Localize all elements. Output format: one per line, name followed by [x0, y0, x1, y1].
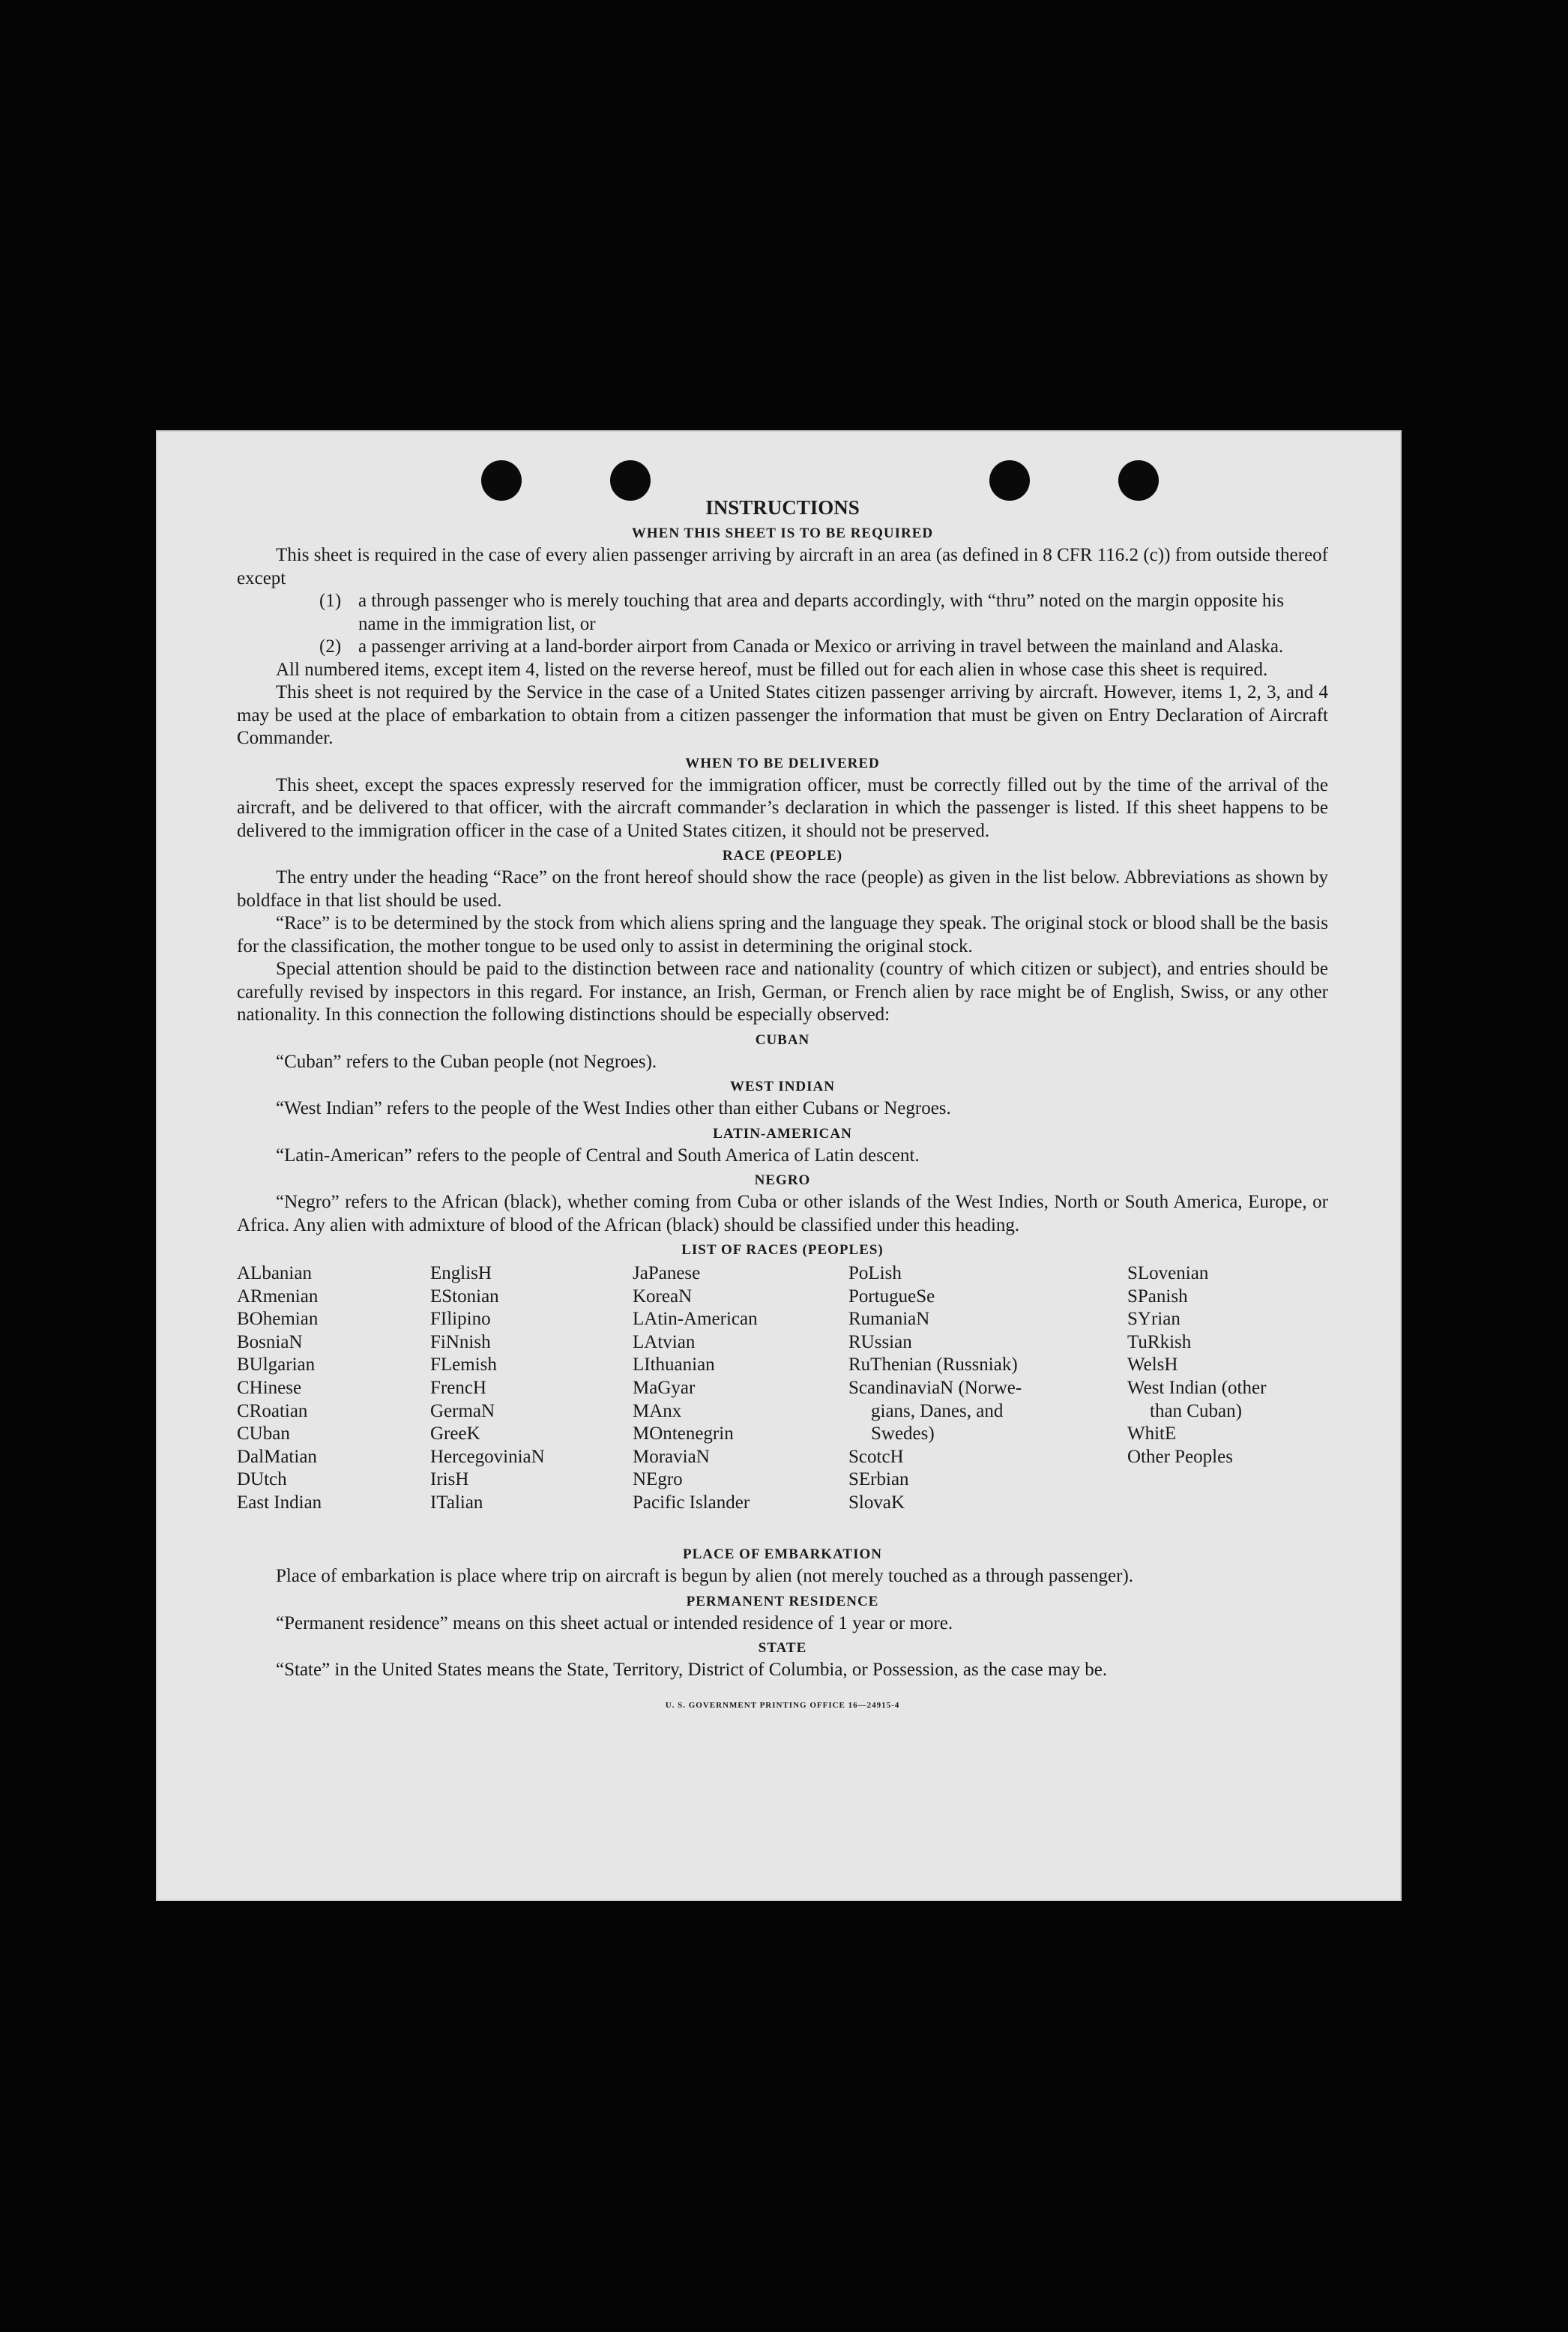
race-entry: PortugueSe	[848, 1286, 935, 1307]
race-entry: BosniaN	[237, 1331, 303, 1352]
race-entry: LAtin-American	[633, 1309, 758, 1330]
section-heading-embarkation: PLACE OF EMBARKATION	[683, 1546, 882, 1562]
race-entry: GreeK	[430, 1423, 480, 1444]
paragraph-latin-american: “Latin-American” refers to the people of Central and South America of Latin descent.	[276, 1145, 920, 1166]
race-entry: CUban	[237, 1423, 290, 1444]
race-entry: RumaniaN	[848, 1309, 930, 1330]
race-entry: CRoatian	[237, 1400, 308, 1421]
race-entry: PoLish	[848, 1263, 902, 1283]
section-heading-list-of-races: LIST OF RACES (PEOPLES)	[681, 1242, 884, 1258]
race-entry: Swedes)	[871, 1423, 935, 1444]
race-entry: FrencH	[430, 1377, 486, 1398]
section-heading-latin-american: LATIN-AMERICAN	[713, 1125, 852, 1142]
race-entry: than Cuban)	[1150, 1400, 1242, 1421]
race-entry: BOhemian	[237, 1309, 319, 1330]
page-title: INSTRUCTIONS	[705, 496, 860, 519]
race-entry: SlovaK	[848, 1492, 905, 1513]
document-sheet	[156, 430, 1402, 1901]
section-heading-residence: PERMANENT RESIDENCE	[686, 1593, 879, 1609]
race-entry: gians, Danes, and	[871, 1400, 1004, 1421]
race-entry: MOntenegrin	[633, 1423, 734, 1444]
item-text: a through passenger who is merely touching that area and departs accordingly, with “thru” noted on the margin opposite his name in the immigration list, or	[358, 591, 1285, 634]
race-entry: DalMatian	[237, 1446, 317, 1467]
race-entry: IrisH	[430, 1469, 469, 1490]
item-text: a passenger arriving at a land-border airport from Canada or Mexico or arriving in travel between the mainland and Alaska.	[358, 636, 1284, 657]
item-number: (2)	[319, 636, 342, 657]
race-entry: SYrian	[1127, 1309, 1180, 1330]
section-heading-race: RACE (PEOPLE)	[722, 848, 843, 864]
races-column	[848, 1262, 1022, 1515]
printing-office-footer: U. S. GOVERNMENT PRINTING OFFICE 16—24915-4	[665, 1700, 900, 1710]
paragraph-embarkation: Place of embarkation is place where trip on aircraft is begun by alien (not merely touched as a through passenger).	[276, 1566, 1134, 1586]
race-entry: SLovenian	[1127, 1263, 1209, 1283]
race-entry: WhitE	[1127, 1423, 1177, 1444]
item-number: (1)	[319, 591, 342, 611]
paragraph-delivery: This sheet, except the spaces expressly reserved for the immigration officer, must be correctly filled out by the time of the arrival of the aircraft, and be delivered to that officer, with the aircraft commander’s declaration in which the passenger is listed. If this sheet happens to be delivered to the immigration officer in the case of a United States citizen, it should not be preserved.	[237, 774, 1328, 841]
paragraph-race-entry: The entry under the heading “Race” on the front hereof should show the race (people) as given in the list below. Abbreviations as shown by boldface in that list should be used.	[237, 867, 1328, 911]
paragraph-negro: “Negro” refers to the African (black), whether coming from Cuba or other islands of the West Indies, North or South America, Europe, or Africa. Any alien with admixture of blood of the African (black) should be classified under this heading.	[237, 1192, 1328, 1235]
race-entry: MaGyar	[633, 1377, 696, 1398]
paragraph-required-intro: This sheet is required in the case of every alien passenger arriving by aircraft in an area (as defined in 8 CFR 116.2 (c)) from outside thereof except	[237, 545, 1328, 588]
race-entry: KoreaN	[633, 1286, 693, 1307]
paragraph-state: “State” in the United States means the State, Territory, District of Columbia, or Possession, as the case may be.	[276, 1660, 1108, 1680]
section-heading-when-required: WHEN THIS SHEET IS TO BE REQUIRED	[631, 525, 934, 541]
race-entry: ScandinaviaN (Norwe-	[848, 1377, 1022, 1398]
paragraph-residence: “Permanent residence” means on this sheet actual or intended residence of 1 year or more.	[276, 1612, 953, 1633]
exception-item	[237, 590, 1328, 636]
paragraph-race-definition: “Race” is to be determined by the stock from which aliens spring and the language they speak. The original stock or blood shall be the basis for the classification, the mother tongue to be used only to assist in determining the original stock.	[237, 913, 1328, 956]
race-entry: HercegoviniaN	[430, 1446, 545, 1467]
race-entry: ALbanian	[237, 1263, 312, 1283]
race-entry: BUlgarian	[237, 1355, 316, 1376]
race-entry: ARmenian	[237, 1286, 319, 1307]
race-entry: MAnx	[633, 1400, 682, 1421]
race-entry: Other Peoples	[1127, 1446, 1233, 1467]
race-entry: FLemish	[430, 1355, 497, 1376]
exception-item	[237, 636, 1328, 659]
paragraph-cuban: “Cuban” refers to the Cuban people (not Negroes).	[276, 1051, 657, 1072]
paragraph-numbered-items: All numbered items, except item 4, listed on the reverse hereof, must be filled out for each alien in whose case this sheet is required.	[276, 659, 1268, 680]
race-entry: East Indian	[237, 1492, 322, 1513]
race-entry: FIlipino	[430, 1309, 491, 1330]
race-entry: LIthuanian	[633, 1355, 715, 1376]
race-entry: JaPanese	[633, 1263, 701, 1283]
race-entry: SPanish	[1127, 1286, 1188, 1307]
paragraph-west-indian: “West Indian” refers to the people of the West Indies other than either Cubans or Negroes.	[276, 1098, 951, 1118]
section-heading-when-delivered: WHEN TO BE DELIVERED	[685, 755, 880, 771]
race-entry: GermaN	[430, 1400, 495, 1421]
race-entry: RUssian	[848, 1331, 912, 1352]
section-heading-state: STATE	[758, 1640, 807, 1656]
race-entry: ScotcH	[848, 1446, 904, 1467]
paragraph-race-nationality: Special attention should be paid to the distinction between race and nationality (country of which citizen or subject), and entries should be carefully revised by inspectors in this regard. For instance, an Irish, German, or French alien by race might be of English, Swiss, or any other nationality. In this connection the following distinctions should be especially observed:	[237, 959, 1328, 1025]
races-column	[633, 1262, 758, 1515]
race-entry: EnglisH	[430, 1263, 492, 1283]
instructions-content	[237, 495, 1328, 1717]
races-column	[237, 1262, 322, 1515]
race-entry: West Indian (other	[1127, 1377, 1267, 1398]
race-entry: EStonian	[430, 1286, 499, 1307]
race-entry: FiNnish	[430, 1331, 491, 1352]
race-entry: DUtch	[237, 1469, 287, 1490]
section-heading-negro: NEGRO	[754, 1172, 811, 1188]
race-entry: Pacific Islander	[633, 1492, 750, 1513]
section-heading-cuban: CUBAN	[755, 1031, 810, 1048]
race-entry: NEgro	[633, 1469, 683, 1490]
race-entry: SErbian	[848, 1469, 909, 1490]
races-column	[430, 1262, 545, 1515]
race-entry: LAtvian	[633, 1331, 696, 1352]
races-list	[237, 1262, 1328, 1541]
race-entry: ITalian	[430, 1492, 483, 1513]
race-entry: WelsH	[1127, 1355, 1178, 1376]
section-heading-west-indian: WEST INDIAN	[730, 1079, 835, 1094]
race-entry: TuRkish	[1127, 1331, 1192, 1352]
race-entry: CHinese	[237, 1377, 302, 1398]
races-column	[1127, 1262, 1266, 1468]
race-entry: MoraviaN	[633, 1446, 710, 1467]
race-entry: RuThenian (Russniak)	[848, 1355, 1018, 1376]
paragraph-citizen: This sheet is not required by the Service in the case of a United States citizen passenger arriving by aircraft. However, items 1, 2, 3, and 4 may be used at the place of embarkation to obtain from a citizen passenger the information that must be given on Entry Declaration of Aircraft Commander.	[237, 682, 1328, 748]
